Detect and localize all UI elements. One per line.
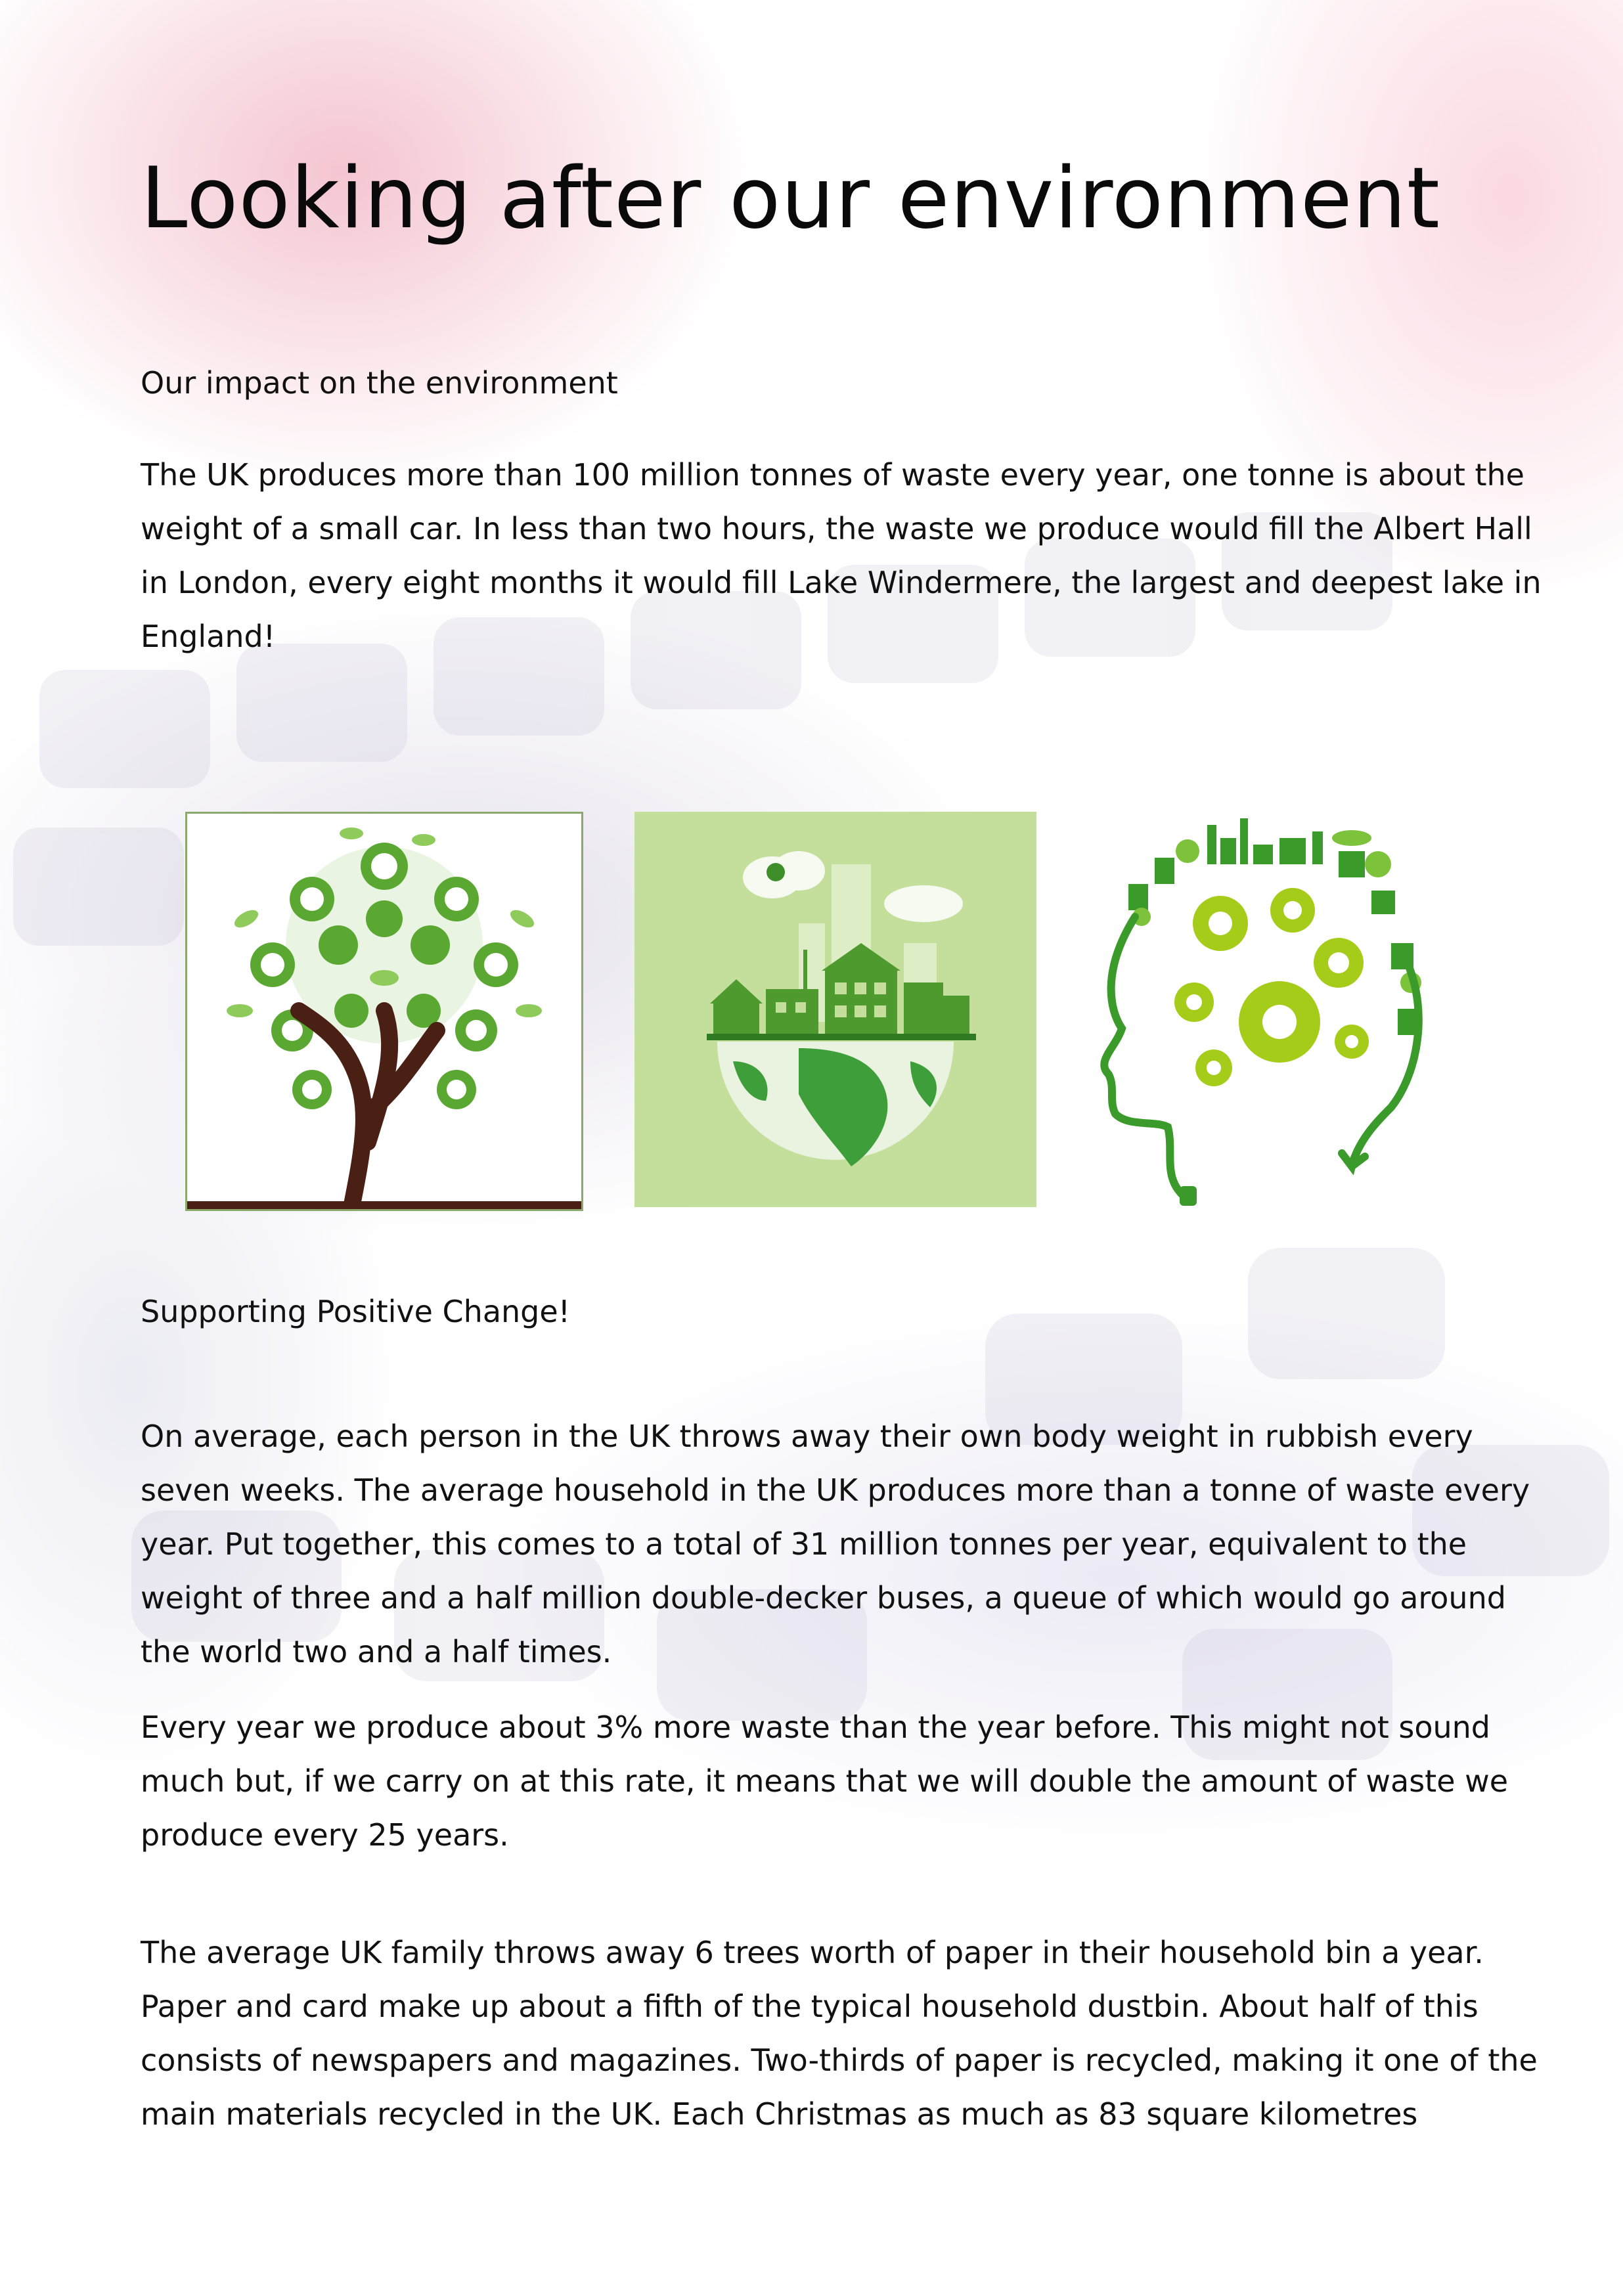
green-earth-city-icon <box>634 812 1036 1207</box>
green-mind-gears-icon <box>1089 812 1450 1207</box>
page-title: Looking after our environment <box>141 150 1440 248</box>
paragraph-impact: The UK produces more than 100 million tonnes of waste every year, one tonne is about the weight of a small car. In less than two hours, the waste we produce would fill the Albert Hall in London, every eight months it would fill Lake Windermere, the largest and deepest lake in England! <box>141 457 1542 654</box>
section-heading-impact: Our impact on the environment <box>141 365 618 401</box>
green-mind-gears-image <box>1089 812 1450 1207</box>
paragraph-waste-growth: Every year we produce about 3% more waste than the year before. This might not sound much but, if we carry on at this rate, it means that we will double the amount of waste we produce every 25 years. <box>141 1710 1509 1853</box>
paragraph-paper-waste: The average UK family throws away 6 trees worth of paper in their household bin a year. Paper and card make up about a fifth of the typical household dustbin. About half of this consists of newspapers and magazines. Two-thirds of paper is recycled, making it one of the main materials recycled in the UK. Each Christmas as much as 83 square kilometres <box>141 1935 1538 2132</box>
eco-tree-image <box>185 812 583 1211</box>
eco-tree-icon <box>187 814 581 1209</box>
green-earth-city-image <box>634 812 1036 1207</box>
paragraph-body-weight: On average, each person in the UK throws away their own body weight in rubbish every seven weeks. The average household in the UK produces more than a tonne of waste every year. Put together, this comes to a total of 31 million tonnes per year, equivalent to the weight of three and a half million double-decker buses, a queue of which would go around the world two and a half times. <box>141 1419 1530 1669</box>
section-heading-positive-change: Supporting Positive Change! <box>141 1294 571 1329</box>
